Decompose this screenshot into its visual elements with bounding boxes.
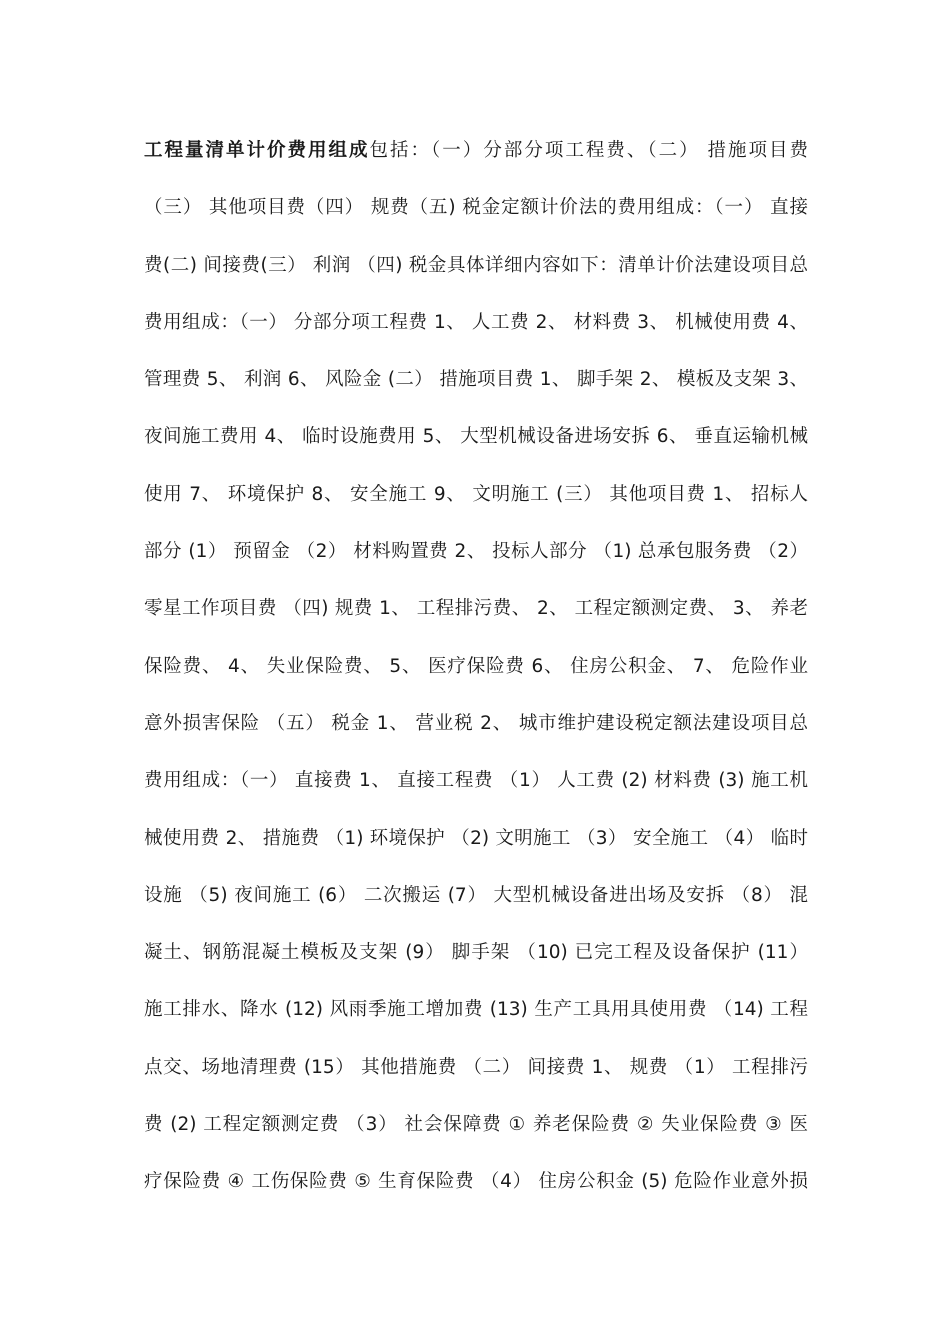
text-line: 凝土、钢筋混凝土模板及支架 (9） 脚手架 （10) 已完工程及设备保护 (11） (144, 942, 808, 964)
text-line: 点交、场地清理费 (15） 其他措施费 （二） 间接费 1、 规费 （1） 工程排污 (144, 1056, 808, 1078)
text-line: 费用组成：（一） 直接费 1、 直接工程费 （1） 人工费 (2) 材料费 (3) 施工机 (144, 770, 808, 792)
text-line: 零星工作项目费 （四) 规费 1、 工程排污费、 2、 工程定额测定费、 3、 养老 (144, 598, 808, 620)
text-line: 夜间施工费用 4、 临时设施费用 5、 大型机械设备进场安拆 6、 垂直运输机械 (144, 426, 808, 448)
document-heading: 工程量清单计价费用组成 (144, 140, 370, 161)
text-line: 管理费 5、 利润 6、 风险金 (二） 措施项目费 1、 脚手架 2、 模板及支架 3、 (144, 369, 808, 391)
text-line-1-rest: 包括：（一）分部分项工程费、（二） 措施项目费 (369, 140, 808, 161)
text-line: 设施 （5) 夜间施工 (6） 二次搬运 (7） 大型机械设备进出场及安拆 （8） 混 (144, 884, 808, 906)
text-line: （三） 其他项目费（四） 规费（五) 税金定额计价法的费用组成：（一） 直接 (144, 197, 808, 219)
document-body (144, 133, 808, 1222)
text-line: 部分 (1） 预留金 （2） 材料购置费 2、 投标人部分 （1) 总承包服务费 （2） (144, 541, 808, 563)
text-line: 疗保险费 ④ 工伤保险费 ⑤ 生育保险费 （4） 住房公积金 (5) 危险作业意外损 (144, 1171, 808, 1193)
text-line: 费(二) 间接费(三） 利润 （四) 税金具体详细内容如下：清单计价法建设项目总 (144, 254, 808, 276)
text-line: 意外损害保险 （五） 税金 1、 营业税 2、 城市维护建设税定额法建设项目总 (144, 712, 808, 734)
text-line: 费 (2) 工程定额测定费 （3） 社会保障费 ① 养老保险费 ② 失业保险费 ③ 医 (144, 1114, 808, 1136)
text-line-1 (144, 133, 808, 190)
text-line: 械使用费 2、 措施费 （1) 环境保护 （2) 文明施工 （3） 安全施工 （4） 临时 (144, 827, 808, 849)
text-line: 保险费、 4、 失业保险费、 5、 医疗保险费 6、 住房公积金、 7、 危险作业 (144, 655, 808, 677)
text-line: 施工排水、降水 (12) 风雨季施工增加费 (13) 生产工具用具使用费 （14) 工程 (144, 999, 808, 1021)
text-line: 使用 7、 环境保护 8、 安全施工 9、 文明施工 (三） 其他项目费 1、 招标人 (144, 483, 808, 505)
text-line: 费用组成：（一） 分部分项工程费 1、 人工费 2、 材料费 3、 机械使用费 4、 (144, 311, 808, 333)
